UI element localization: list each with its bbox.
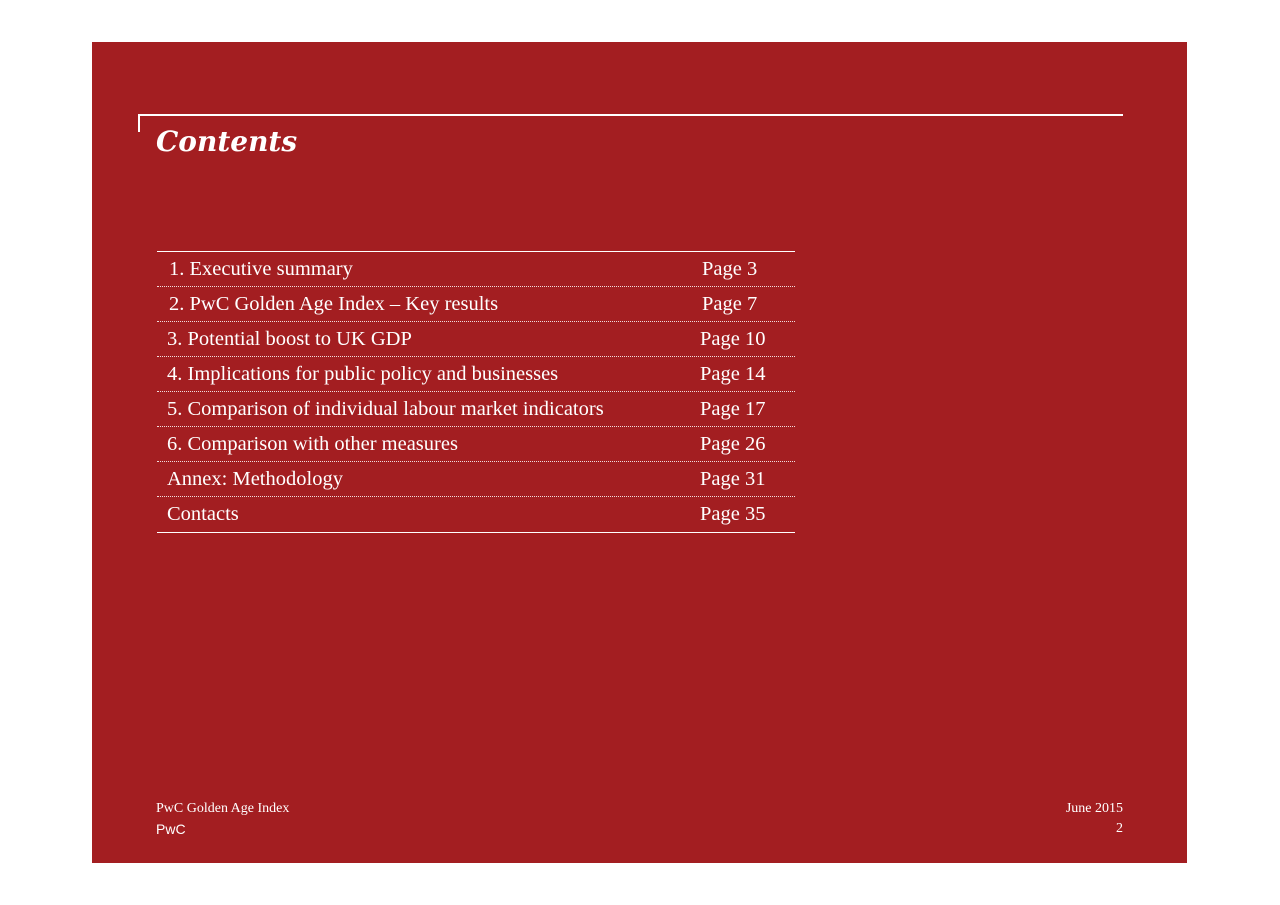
toc-row[interactable] bbox=[157, 462, 795, 497]
toc-section-label: Annex: Methodology bbox=[167, 467, 343, 490]
toc-page-number: Page 31 bbox=[700, 467, 766, 490]
toc-section-label: Contacts bbox=[167, 503, 239, 525]
toc-row[interactable] bbox=[157, 497, 795, 532]
footer-page-number: 2 bbox=[1116, 821, 1123, 836]
footer-right bbox=[1066, 799, 1123, 839]
toc-row[interactable] bbox=[157, 427, 795, 462]
toc-row[interactable] bbox=[157, 252, 795, 287]
toc-page-number: Page 10 bbox=[700, 327, 766, 350]
toc-row[interactable] bbox=[157, 322, 795, 357]
toc-section-label: 3. Potential boost to UK GDP bbox=[167, 327, 412, 350]
toc-section-label: 1. Executive summary bbox=[169, 257, 353, 280]
toc-page-number: Page 14 bbox=[700, 362, 766, 385]
toc-section-label: 4. Implications for public policy and businesses bbox=[167, 362, 559, 385]
slide bbox=[92, 42, 1187, 863]
toc-page-number: Page 35 bbox=[700, 503, 766, 525]
toc-page-number: Page 26 bbox=[700, 432, 766, 455]
title-rule bbox=[138, 114, 1123, 116]
toc-section-label: 2. PwC Golden Age Index – Key results bbox=[169, 292, 499, 315]
title-corner-tick bbox=[138, 114, 140, 132]
toc-section-label: 5. Comparison of individual labour market indicators bbox=[167, 397, 604, 420]
toc-section-label: 6. Comparison with other measures bbox=[167, 432, 458, 455]
footer-company: PwC bbox=[156, 821, 186, 837]
toc-page-number: Page 7 bbox=[702, 292, 758, 315]
footer-report-name: PwC Golden Age Index bbox=[156, 801, 290, 816]
toc-row[interactable] bbox=[157, 287, 795, 322]
toc-page-number: Page 3 bbox=[702, 257, 758, 280]
footer-date: June 2015 bbox=[1065, 801, 1123, 816]
table-of-contents bbox=[157, 251, 795, 533]
toc-row[interactable] bbox=[157, 357, 795, 392]
footer-left bbox=[156, 799, 289, 839]
toc-row[interactable] bbox=[157, 392, 795, 427]
page-title: Contents bbox=[156, 125, 298, 158]
toc-page-number: Page 17 bbox=[700, 397, 766, 420]
